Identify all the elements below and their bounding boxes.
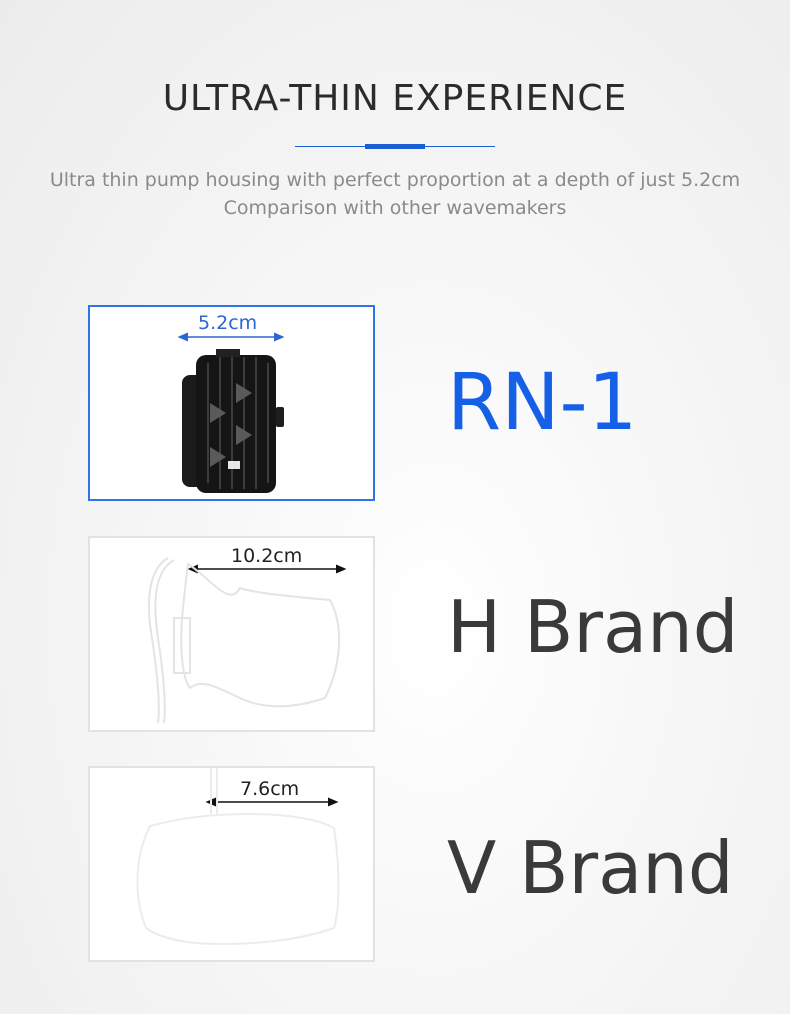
v-brand-product-card (88, 766, 375, 962)
v-brand-pump-image (90, 768, 377, 964)
title-divider (295, 144, 495, 150)
rn1-depth-label: 5.2cm (198, 312, 258, 334)
rn1-pump-image (90, 307, 377, 503)
rn1-brand-name: RN-1 (447, 358, 638, 448)
subtitle-line-1: Ultra thin pump housing with perfect proportion at a depth of just 5.2cm (49, 169, 741, 191)
subtitle-line-2: Comparison with other wavemakers (223, 197, 567, 219)
h-brand-pump-image (90, 538, 377, 734)
h-brand-product-card (88, 536, 375, 732)
section-subtitle (0, 166, 790, 222)
h-brand-depth-label: 10.2cm (231, 545, 303, 567)
section-title: ULTRA-THIN EXPERIENCE (162, 78, 628, 119)
v-brand-depth-label: 7.6cm (240, 778, 300, 800)
v-brand-name: V Brand (447, 826, 734, 910)
rn1-product-card (88, 305, 375, 501)
h-brand-name: H Brand (447, 585, 739, 669)
